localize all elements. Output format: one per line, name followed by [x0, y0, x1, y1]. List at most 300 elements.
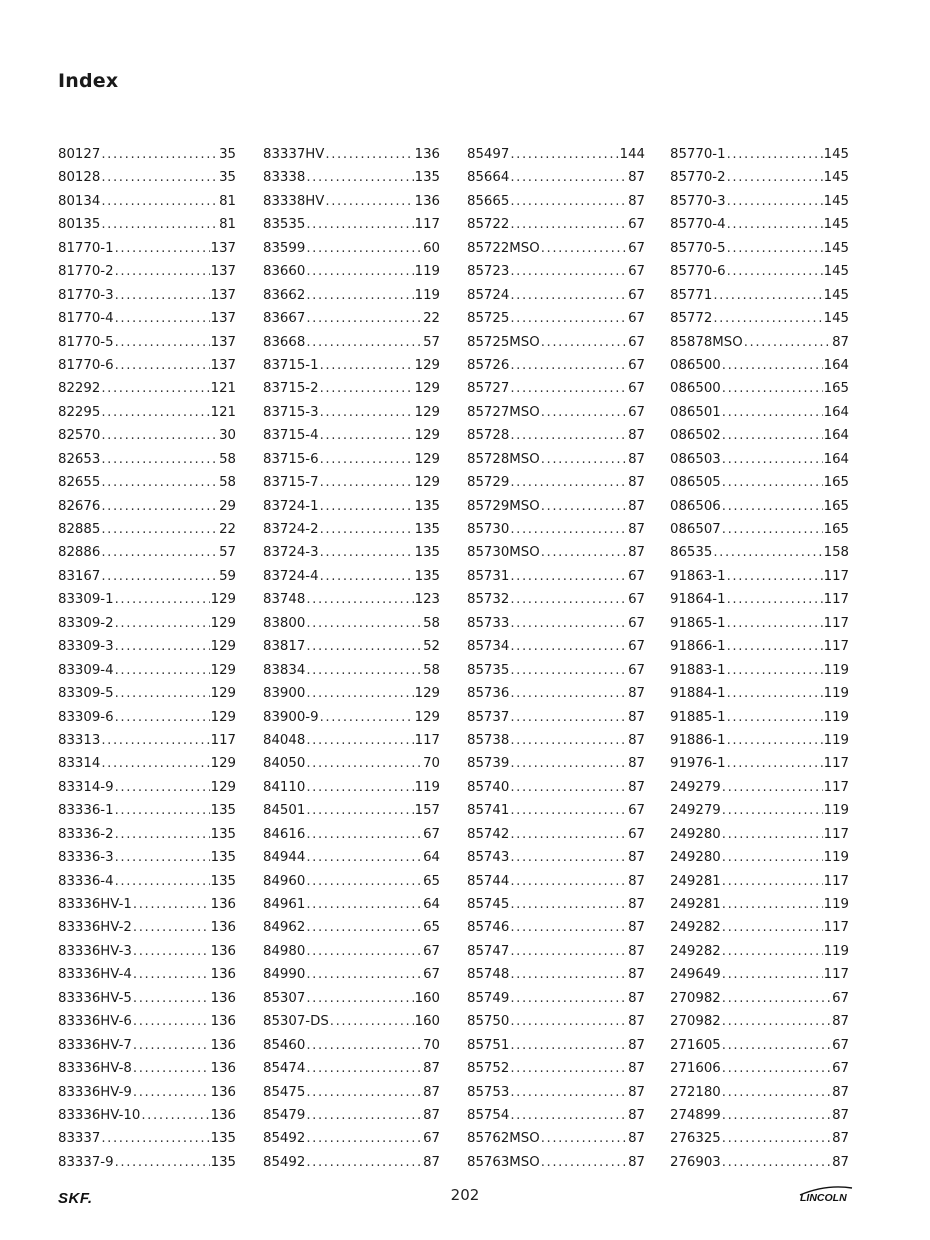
part-number: 83338 [263, 170, 306, 186]
part-number: 83314-9 [58, 779, 114, 795]
page-reference: 136 [210, 920, 236, 936]
index-entry [263, 870, 440, 893]
page-title: Index [58, 70, 119, 92]
page-reference: 117 [823, 756, 849, 772]
part-number: 84980 [263, 943, 306, 959]
part-number: 83309-4 [58, 662, 114, 678]
page-reference: 87 [628, 1131, 645, 1147]
part-number: 85730MSO [467, 545, 540, 561]
part-number: 85732 [467, 592, 510, 608]
index-entry [467, 776, 645, 799]
index-entry [670, 213, 849, 236]
index-entry [263, 940, 440, 963]
part-number: 83309-2 [58, 615, 114, 631]
dot-leader [510, 776, 627, 799]
dot-leader [320, 401, 414, 424]
dot-leader [115, 237, 210, 260]
part-number: 85724 [467, 287, 510, 303]
dot-leader [306, 1127, 422, 1150]
page-reference: 119 [414, 779, 440, 795]
index-entry [263, 424, 440, 447]
page-reference: 135 [210, 873, 236, 889]
index-entry [467, 659, 645, 682]
dot-leader [510, 143, 618, 166]
index-entry [263, 518, 440, 541]
page-reference: 67 [628, 264, 645, 280]
part-number: 85754 [467, 1107, 510, 1123]
part-number: 81770-1 [58, 240, 114, 256]
part-number: 85728 [467, 428, 510, 444]
dot-leader [510, 729, 627, 752]
dot-leader [306, 987, 413, 1010]
page-reference: 87 [628, 1107, 645, 1123]
page-reference: 70 [423, 1037, 440, 1053]
page-reference: 119 [414, 264, 440, 280]
part-number: 85474 [263, 1061, 306, 1077]
index-entry [58, 963, 236, 986]
dot-leader [510, 307, 627, 330]
index-entry [670, 143, 849, 166]
page-reference: 129 [414, 686, 440, 702]
index-entry [263, 987, 440, 1010]
part-number: 85729 [467, 475, 510, 491]
index-entry [670, 823, 849, 846]
page-reference: 117 [414, 217, 440, 233]
part-number: 85723 [467, 264, 510, 280]
page-reference: 30 [219, 428, 236, 444]
page-reference: 135 [414, 170, 440, 186]
page-reference: 87 [423, 1107, 440, 1123]
part-number: 83309-5 [58, 686, 114, 702]
dot-leader [115, 776, 210, 799]
dot-leader [722, 893, 823, 916]
dot-leader [722, 1057, 831, 1080]
index-entry [58, 1010, 236, 1033]
page-reference: 67 [628, 240, 645, 256]
lincoln-logo [798, 1182, 854, 1206]
dot-leader [727, 612, 823, 635]
part-number: 80135 [58, 217, 101, 233]
part-number: 83338HV [263, 193, 325, 209]
dot-leader [510, 565, 627, 588]
page-reference: 87 [628, 1014, 645, 1030]
index-entry [467, 401, 645, 424]
lincoln-logo-text: LINCOLN [800, 1192, 847, 1204]
index-entry [670, 659, 849, 682]
index-entry [263, 916, 440, 939]
dot-leader [722, 846, 823, 869]
dot-leader [727, 166, 823, 189]
page-reference: 67 [423, 1131, 440, 1147]
page-reference: 59 [219, 568, 236, 584]
index-entry [263, 1057, 440, 1080]
index-entry [670, 190, 849, 213]
dot-leader [722, 940, 823, 963]
part-number: 84961 [263, 897, 306, 912]
part-number: 086502 [670, 428, 721, 444]
index-entry [263, 260, 440, 283]
page-reference: 129 [414, 428, 440, 444]
part-number: 84990 [263, 967, 306, 983]
page-reference: 117 [823, 568, 849, 584]
part-number: 086500 [670, 357, 721, 373]
part-number: 85307 [263, 990, 306, 1006]
part-number: 85738 [467, 732, 510, 748]
part-number: 91863-1 [670, 568, 726, 584]
page-reference: 67 [423, 943, 440, 959]
part-number: 249279 [670, 779, 721, 795]
part-number: 85770-5 [670, 240, 726, 256]
page-reference: 135 [210, 803, 236, 819]
dot-leader [510, 260, 627, 283]
part-number: 83715-7 [263, 475, 319, 491]
page-reference: 58 [423, 615, 440, 631]
part-number: 086505 [670, 475, 721, 491]
page-reference: 129 [210, 709, 236, 725]
page-reference: 145 [823, 217, 849, 233]
part-number: 85475 [263, 1084, 306, 1100]
index-entry [58, 612, 236, 635]
page-reference: 129 [210, 662, 236, 678]
page-reference: 119 [823, 732, 849, 748]
index-entry [263, 1127, 440, 1150]
dot-leader [722, 1127, 831, 1150]
part-number: 83715-6 [263, 451, 319, 467]
index-entry [263, 776, 440, 799]
dot-leader [510, 706, 627, 729]
part-number: 270982 [670, 990, 721, 1006]
dot-leader [510, 1010, 627, 1033]
dot-leader [722, 424, 823, 447]
part-number: 83336HV-5 [58, 990, 132, 1006]
index-entry [670, 612, 849, 635]
part-number: 83336HV-8 [58, 1061, 132, 1077]
dot-leader [541, 331, 627, 354]
page-reference: 87 [832, 1131, 849, 1147]
index-entry [467, 1127, 645, 1150]
part-number: 249279 [670, 803, 721, 819]
part-number: 84050 [263, 756, 306, 772]
dot-leader [727, 143, 823, 166]
dot-leader [510, 846, 627, 869]
dot-leader [101, 1127, 209, 1150]
part-number: 85743 [467, 850, 510, 866]
page-reference: 87 [628, 1061, 645, 1077]
dot-leader [722, 776, 823, 799]
dot-leader [115, 354, 210, 377]
dot-leader [101, 190, 218, 213]
index-entry [58, 1151, 236, 1174]
dot-leader [727, 752, 823, 775]
index-entry [263, 284, 440, 307]
index-entry [467, 1057, 645, 1080]
part-number: 91864-1 [670, 592, 726, 608]
page-reference: 67 [628, 287, 645, 303]
page-reference: 135 [210, 1154, 236, 1170]
part-number: 276903 [670, 1154, 721, 1170]
page-reference: 136 [210, 1037, 236, 1053]
index-entry [58, 682, 236, 705]
part-number: 84501 [263, 803, 306, 819]
dot-leader [133, 963, 210, 986]
part-number: 85726 [467, 357, 510, 373]
page-reference: 129 [210, 686, 236, 702]
part-number: 85733 [467, 615, 510, 631]
dot-leader [722, 377, 823, 400]
part-number: 83715-2 [263, 381, 319, 397]
index-entry [263, 659, 440, 682]
index-entry [467, 916, 645, 939]
part-number: 85722MSO [467, 240, 540, 256]
dot-leader [320, 471, 414, 494]
page-reference: 87 [628, 943, 645, 959]
page-reference: 164 [823, 428, 849, 444]
part-number: 85763MSO [467, 1154, 540, 1170]
dot-leader [510, 635, 627, 658]
index-entry [670, 776, 849, 799]
index-entry [263, 377, 440, 400]
part-number: 84110 [263, 779, 306, 795]
index-entry [467, 541, 645, 564]
dot-leader [727, 706, 823, 729]
page-reference: 87 [832, 1084, 849, 1100]
page-reference: 67 [423, 967, 440, 983]
dot-leader [722, 963, 823, 986]
dot-leader [722, 1104, 831, 1127]
dot-leader [306, 612, 422, 635]
page-reference: 129 [414, 451, 440, 467]
index-entry [263, 448, 440, 471]
page-reference: 57 [423, 334, 440, 350]
page-reference: 67 [628, 357, 645, 373]
part-number: 82655 [58, 475, 101, 491]
index-entry [58, 237, 236, 260]
index-entry [58, 823, 236, 846]
index-entry [670, 518, 849, 541]
dot-leader [320, 448, 414, 471]
index-entry [670, 354, 849, 377]
index-entry [467, 260, 645, 283]
dot-leader [510, 916, 627, 939]
part-number: 249282 [670, 920, 721, 936]
part-number: 85737 [467, 709, 510, 725]
page-reference: 67 [628, 803, 645, 819]
index-entry [467, 893, 645, 916]
index-entry [58, 776, 236, 799]
page-reference: 136 [210, 1014, 236, 1030]
page-reference: 136 [210, 990, 236, 1006]
part-number: 81770-3 [58, 287, 114, 303]
part-number: 83309-1 [58, 592, 114, 608]
part-number: 83336-2 [58, 826, 114, 842]
page-reference: 87 [628, 1037, 645, 1053]
dot-leader [320, 424, 414, 447]
part-number: 85741 [467, 803, 510, 819]
part-number: 85739 [467, 756, 510, 772]
dot-leader [101, 565, 218, 588]
part-number: 82676 [58, 498, 101, 514]
page-reference: 145 [823, 264, 849, 280]
dot-leader [541, 448, 627, 471]
dot-leader [101, 471, 218, 494]
page-reference: 87 [832, 1107, 849, 1123]
page-reference: 158 [823, 545, 849, 561]
dot-leader [306, 916, 422, 939]
dot-leader [727, 588, 823, 611]
page-reference: 87 [628, 850, 645, 866]
index-entry [263, 1034, 440, 1057]
index-entry [467, 143, 645, 166]
part-number: 83313 [58, 732, 101, 748]
part-number: 83724-2 [263, 522, 319, 537]
skf-logo-text: SKF. [58, 1190, 93, 1207]
page-reference: 137 [210, 287, 236, 303]
page-reference: 129 [210, 639, 236, 655]
part-number: 83337-9 [58, 1154, 114, 1170]
dot-leader [101, 495, 218, 518]
dot-leader [306, 776, 413, 799]
dot-leader [115, 260, 210, 283]
dot-leader [101, 213, 218, 236]
index-entry [670, 963, 849, 986]
dot-leader [101, 143, 218, 166]
page-reference: 87 [628, 873, 645, 889]
index-entry [670, 706, 849, 729]
index-entry [263, 823, 440, 846]
index-entry [467, 682, 645, 705]
page-reference: 165 [823, 498, 849, 514]
index-entry [467, 1081, 645, 1104]
index-entry [58, 1034, 236, 1057]
dot-leader [727, 260, 823, 283]
part-number: 91883-1 [670, 662, 726, 678]
index-entry [670, 1010, 849, 1033]
part-number: 83336HV-7 [58, 1037, 132, 1053]
page-reference: 87 [832, 1154, 849, 1170]
index-entry [58, 706, 236, 729]
index-entry [467, 940, 645, 963]
page-reference: 67 [628, 639, 645, 655]
index-entry [58, 893, 236, 916]
index-entry [467, 471, 645, 494]
part-number: 85725MSO [467, 334, 540, 350]
dot-leader [133, 916, 210, 939]
dot-leader [306, 1151, 422, 1174]
part-number: 271606 [670, 1061, 721, 1077]
index-entry [670, 635, 849, 658]
index-entry [670, 401, 849, 424]
index-entry [263, 846, 440, 869]
index-entry [263, 471, 440, 494]
dot-leader [141, 1104, 209, 1127]
index-entry [467, 729, 645, 752]
index-entry [58, 143, 236, 166]
part-number: 81770-6 [58, 357, 114, 373]
page-reference: 164 [823, 404, 849, 420]
part-number: 84962 [263, 920, 306, 936]
dot-leader [541, 237, 627, 260]
index-entry [670, 940, 849, 963]
dot-leader [133, 987, 210, 1010]
index-entry [58, 518, 236, 541]
index-entry [670, 1057, 849, 1080]
index-entry [58, 1104, 236, 1127]
part-number: 83336-3 [58, 850, 114, 866]
index-entry [263, 495, 440, 518]
page-reference: 87 [423, 1084, 440, 1100]
page-reference: 67 [832, 990, 849, 1006]
part-number: 91866-1 [670, 639, 726, 655]
part-number: 83336HV-2 [58, 920, 132, 936]
page-reference: 67 [628, 334, 645, 350]
dot-leader [101, 729, 209, 752]
index-entry [670, 331, 849, 354]
page-reference: 87 [628, 920, 645, 936]
index-entry [263, 237, 440, 260]
part-number: 85770-1 [670, 147, 726, 162]
part-number: 85730 [467, 522, 510, 537]
dot-leader [722, 471, 823, 494]
dot-leader [306, 940, 422, 963]
part-number: 82292 [58, 381, 101, 397]
page-reference: 129 [414, 404, 440, 420]
page-reference: 144 [619, 147, 645, 162]
dot-leader [306, 963, 422, 986]
dot-leader [722, 823, 823, 846]
index-entry [58, 846, 236, 869]
part-number: 83535 [263, 217, 306, 233]
index-entry [263, 190, 440, 213]
index-entry [58, 331, 236, 354]
index-entry [58, 166, 236, 189]
page-reference: 87 [628, 967, 645, 983]
page-reference: 67 [832, 1037, 849, 1053]
part-number: 85740 [467, 779, 510, 795]
page-reference: 137 [210, 311, 236, 327]
index-entry [467, 799, 645, 822]
dot-leader [306, 846, 422, 869]
dot-leader [722, 354, 823, 377]
index-entry [670, 893, 849, 916]
page-reference: 160 [414, 1014, 440, 1030]
page-reference: 165 [823, 381, 849, 397]
index-entry [263, 706, 440, 729]
page-reference: 87 [832, 1014, 849, 1030]
page-reference: 117 [823, 639, 849, 655]
dot-leader [510, 377, 627, 400]
part-number: 80127 [58, 147, 101, 162]
page-reference: 87 [628, 897, 645, 912]
page-reference: 145 [823, 170, 849, 186]
dot-leader [306, 635, 422, 658]
dot-leader [722, 401, 823, 424]
index-entry [263, 635, 440, 658]
dot-leader [722, 1151, 831, 1174]
part-number: 83834 [263, 662, 306, 678]
dot-leader [101, 377, 209, 400]
index-entry [263, 893, 440, 916]
page-reference: 136 [210, 1061, 236, 1077]
dot-leader [133, 1081, 210, 1104]
part-number: 83662 [263, 287, 306, 303]
dot-leader [510, 1057, 627, 1080]
page-reference: 64 [423, 897, 440, 912]
page-reference: 67 [628, 217, 645, 233]
index-entry [467, 588, 645, 611]
part-number: 85878MSO [670, 334, 743, 350]
part-number: 83900 [263, 686, 306, 702]
index-entry [670, 1034, 849, 1057]
